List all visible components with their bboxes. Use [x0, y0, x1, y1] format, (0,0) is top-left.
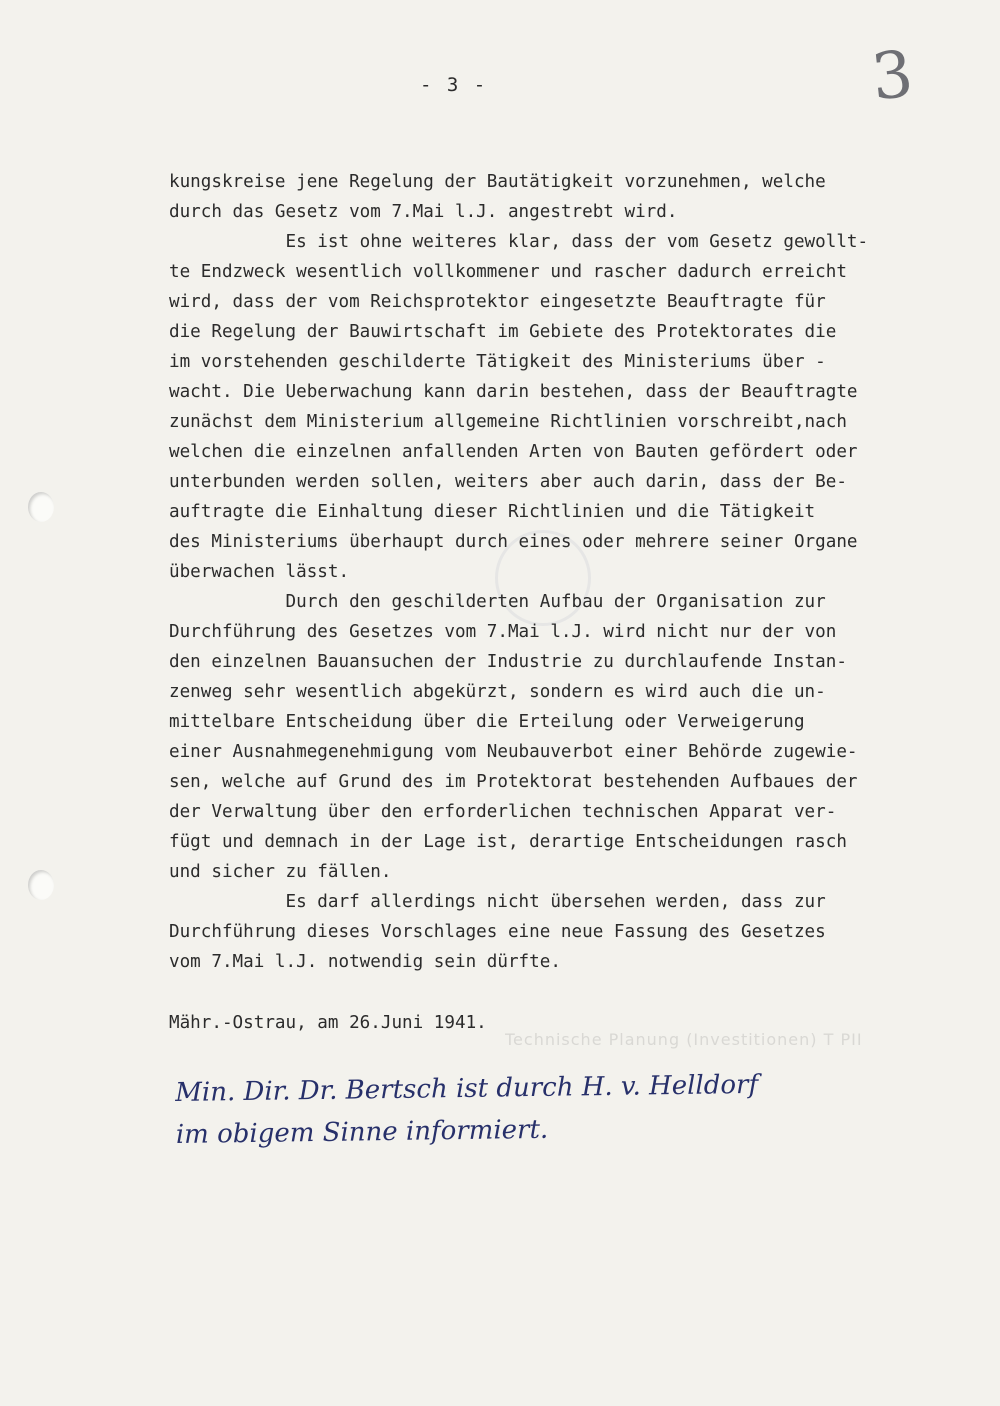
body-line: Durch den geschilderten Aufbau der Organisation zur — [169, 592, 826, 612]
body-line: unterbunden werden sollen, weiters aber auch darin, dass der Be- — [169, 472, 847, 492]
body-line: die Regelung der Bauwirtschaft im Gebiete des Protektorates die — [169, 322, 837, 342]
body-line: kungskreise jene Regelung der Bautätigkeit vorzunehmen, welche — [169, 172, 826, 192]
handwritten-line: im obigem Sinne informiert. — [175, 1114, 549, 1150]
body-line: welchen die einzelnen anfallenden Arten von Bauten gefördert oder — [169, 442, 858, 462]
body-line: überwachen lässt. — [169, 562, 350, 582]
body-line: wacht. Die Ueberwachung kann darin bestehen, dass der Beauftragte — [169, 382, 858, 402]
body-line: einer Ausnahmegenehmigung vom Neubauverbot einer Behörde zugewie- — [169, 742, 858, 762]
body-line: Es darf allerdings nicht übersehen werden, dass zur — [169, 892, 826, 912]
faint-stamp-text: Technische Planung (Investitionen) T PII — [505, 1030, 863, 1049]
body-line: fügt und demnach in der Lage ist, derartige Entscheidungen rasch — [169, 832, 847, 852]
handwritten-note — [175, 1061, 976, 1156]
body-line: der Verwaltung über den erforderlichen technischen Apparat ver- — [169, 802, 837, 822]
punch-hole — [28, 870, 54, 900]
body-line: wird, dass der vom Reichsprotektor eingesetzte Beauftragte für — [169, 292, 826, 312]
body-line: den einzelnen Bauansuchen der Industrie zu durchlaufende Instan- — [169, 652, 847, 672]
body-line: te Endzweck wesentlich vollkommener und rascher dadurch erreicht — [169, 262, 847, 282]
body-line: Durchführung dieses Vorschlages eine neue Fassung des Gesetzes — [169, 922, 826, 942]
body-line: mittelbare Entscheidung über die Erteilung oder Verweigerung — [169, 712, 805, 732]
body-line: auftragte die Einhaltung dieser Richtlinien und die Tätigkeit — [169, 502, 816, 522]
body-text — [169, 167, 969, 977]
body-line: Es ist ohne weiteres klar, dass der vom Gesetz gewollt- — [169, 232, 869, 252]
body-line: des Ministeriums überhaupt durch eines oder mehrere seiner Organe — [169, 532, 858, 552]
punch-hole — [28, 492, 54, 522]
handwritten-folio-number: 3 — [868, 37, 917, 116]
page-number: - 3 - — [420, 74, 488, 96]
body-line: zenweg sehr wesentlich abgekürzt, sondern es wird auch die un- — [169, 682, 826, 702]
place-and-date: Mähr.-Ostrau, am 26.Juni 1941. — [169, 1013, 487, 1033]
handwritten-line: Min. Dir. Dr. Bertsch ist durch H. v. Helldorf — [175, 1069, 759, 1108]
body-line: durch das Gesetz vom 7.Mai l.J. angestrebt wird. — [169, 202, 678, 222]
body-line: sen, welche auf Grund des im Protektorat bestehenden Aufbaues der — [169, 772, 858, 792]
body-line: zunächst dem Ministerium allgemeine Richtlinien vorschreibt,nach — [169, 412, 847, 432]
body-line: im vorstehenden geschilderte Tätigkeit des Ministeriums über - — [169, 352, 826, 372]
body-line: und sicher zu fällen. — [169, 862, 392, 882]
body-line: Durchführung des Gesetzes vom 7.Mai l.J. wird nicht nur der von — [169, 622, 837, 642]
body-line: vom 7.Mai l.J. notwendig sein dürfte. — [169, 952, 561, 972]
